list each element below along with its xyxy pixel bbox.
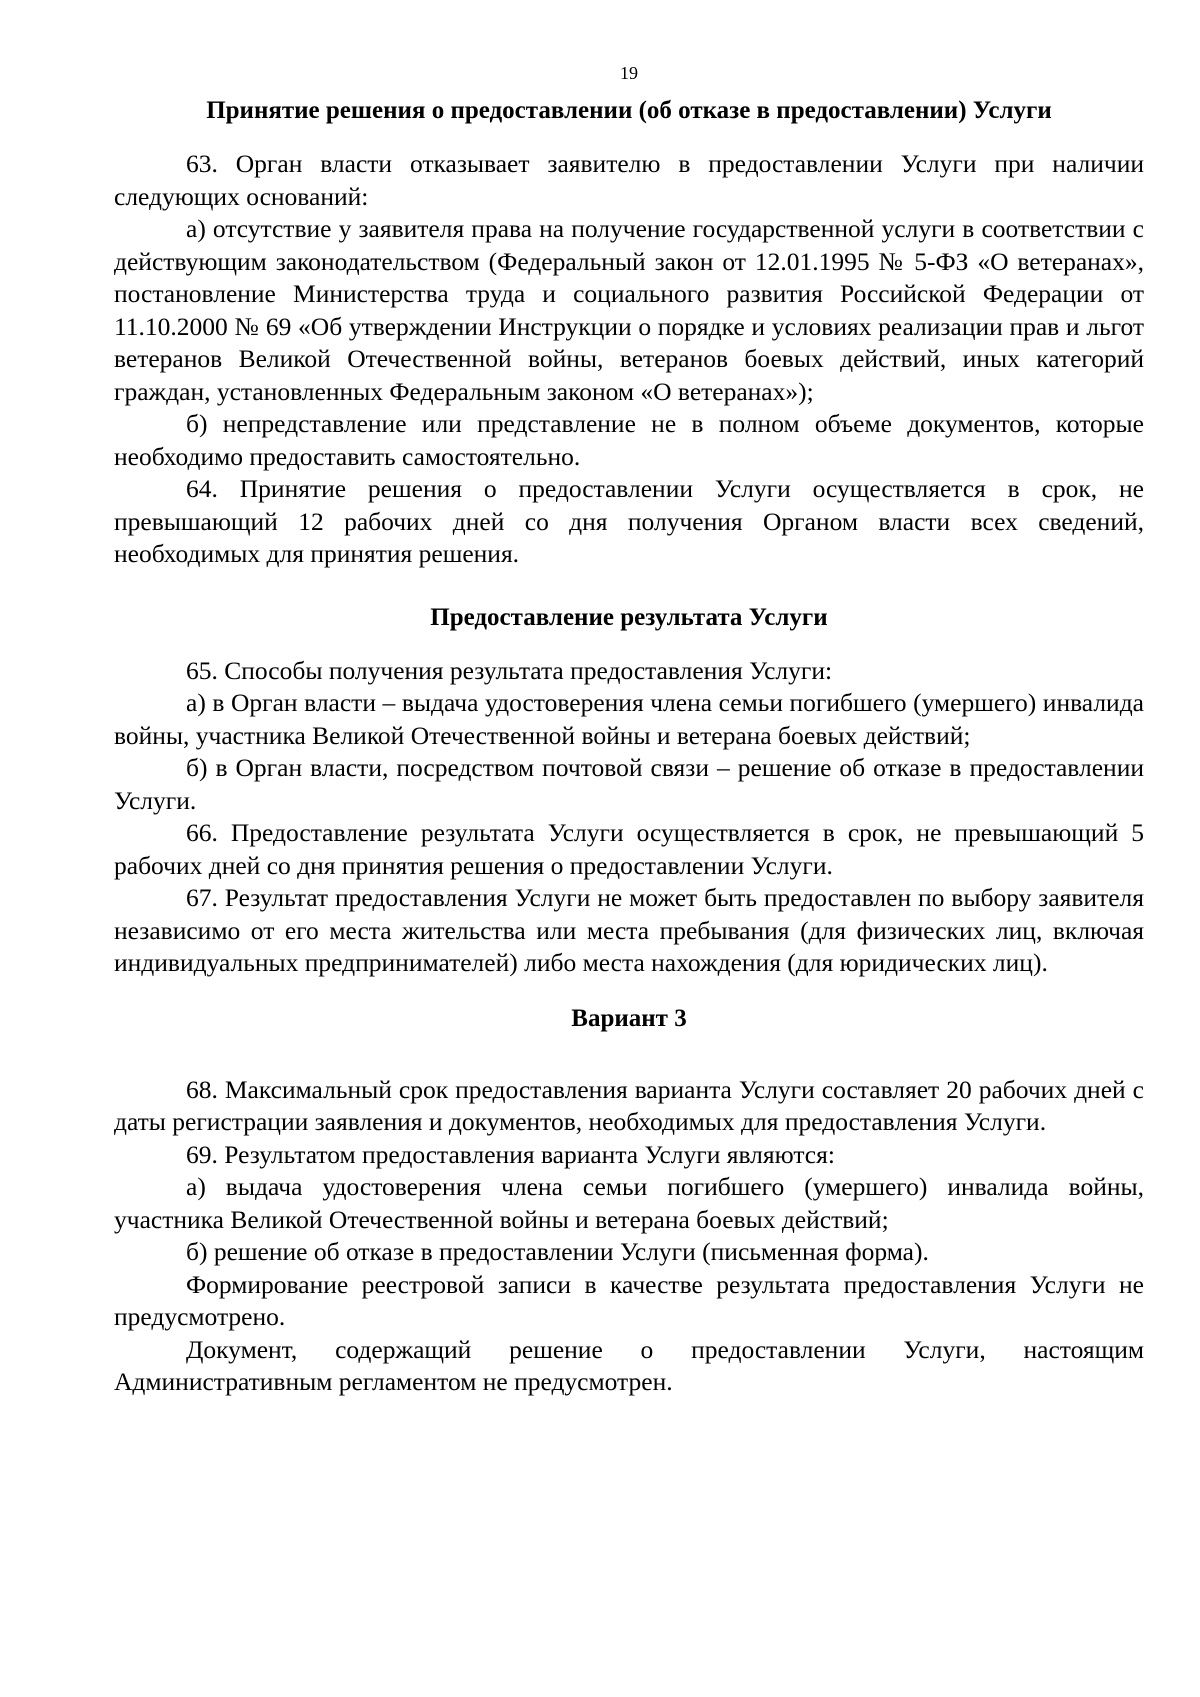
paragraph-registry: Формирование реестровой записи в качестве результата предоставления Услуги не предусмотрено. [114,1269,1144,1331]
paragraph-document: Документ, содержащий решение о предоставлении Услуги, настоящим Административным регламентом не предусмотрен. [114,1334,1144,1396]
paragraph-63b: б) непредставление или представление не в полном объеме документов, которые необходимо предоставить самостоятельно. [114,409,1144,471]
paragraph-65b: б) в Орган власти, посредством почтовой связи – решение об отказе в предоставлении Услуги. [114,753,1144,815]
paragraph-67: 67. Результат предоставления Услуги не может быть предоставлен по выбору заявителя независимо от его места жительства или места пребывания (для физических лиц, включая индивидуальных предпринимателей) либо места нахождения (для юридических лиц). [114,883,1144,977]
paragraph-64: 64. Принятие решения о предоставлении Услуги осуществляется в срок, не превышающий 12 рабочих дней со дня получения Органом власти всех сведений, необходимых для принятия решения. [114,474,1144,568]
section-heading-decision: Принятие решения о предоставлении (об отказе в предоставлении) Услуги [206,97,1052,124]
paragraph-68: 68. Максимальный срок предоставления варианта Услуги составляет 20 рабочих дней с даты регистрации заявления и документов, необходимых для предоставления Услуги. [114,1074,1144,1136]
paragraph-69a: а) выдача удостоверения члена семьи погибшего (умершего) инвалида войны, участника Великой Отечественной войны и ветерана боевых действий; [114,1172,1144,1234]
paragraph-65: 65. Способы получения результата предоставления Услуги: [186,655,833,685]
paragraph-63: 63. Орган власти отказывает заявителю в предоставлении Услуги при наличии следующих оснований: [114,149,1144,211]
section-heading-variant-3: Вариант 3 [571,1004,687,1032]
paragraph-65a: а) в Орган власти – выдача удостоверения члена семьи погибшего (умершего) инвалида войны, участника Великой Отечественной войны и ветерана боевых действий; [114,688,1144,750]
paragraph-63a: а) отсутствие у заявителя права на получение государственной услуги в соответствии с действующим законодательством (Федеральный закон от 12.01.1995 № 5-ФЗ «О ветеранах», постановление Министерства труда и социального развития Российской Федерации от 11.10.2000 № 69 «Об утверждении Инструкции о порядке и условиях реализации прав и льгот ветеранов Великой Отечественной войны, ветеранов боевых действий, иных категорий граждан, установленных Федеральным законом «О ветеранах»); [114,214,1144,406]
page-number: 19 [620,63,638,83]
paragraph-69: 69. Результатом предоставления варианта Услуги являются: [186,1139,835,1169]
document-page [114,60,1144,1399]
paragraph-69b: б) решение об отказе в предоставлении Услуги (письменная форма). [186,1237,929,1266]
paragraph-66: 66. Предоставление результата Услуги осуществляется в срок, не превышающий 5 рабочих дней со дня принятия решения о предоставлении Услуги. [114,818,1144,880]
section-heading-result: Предоставление результата Услуги [430,603,828,631]
